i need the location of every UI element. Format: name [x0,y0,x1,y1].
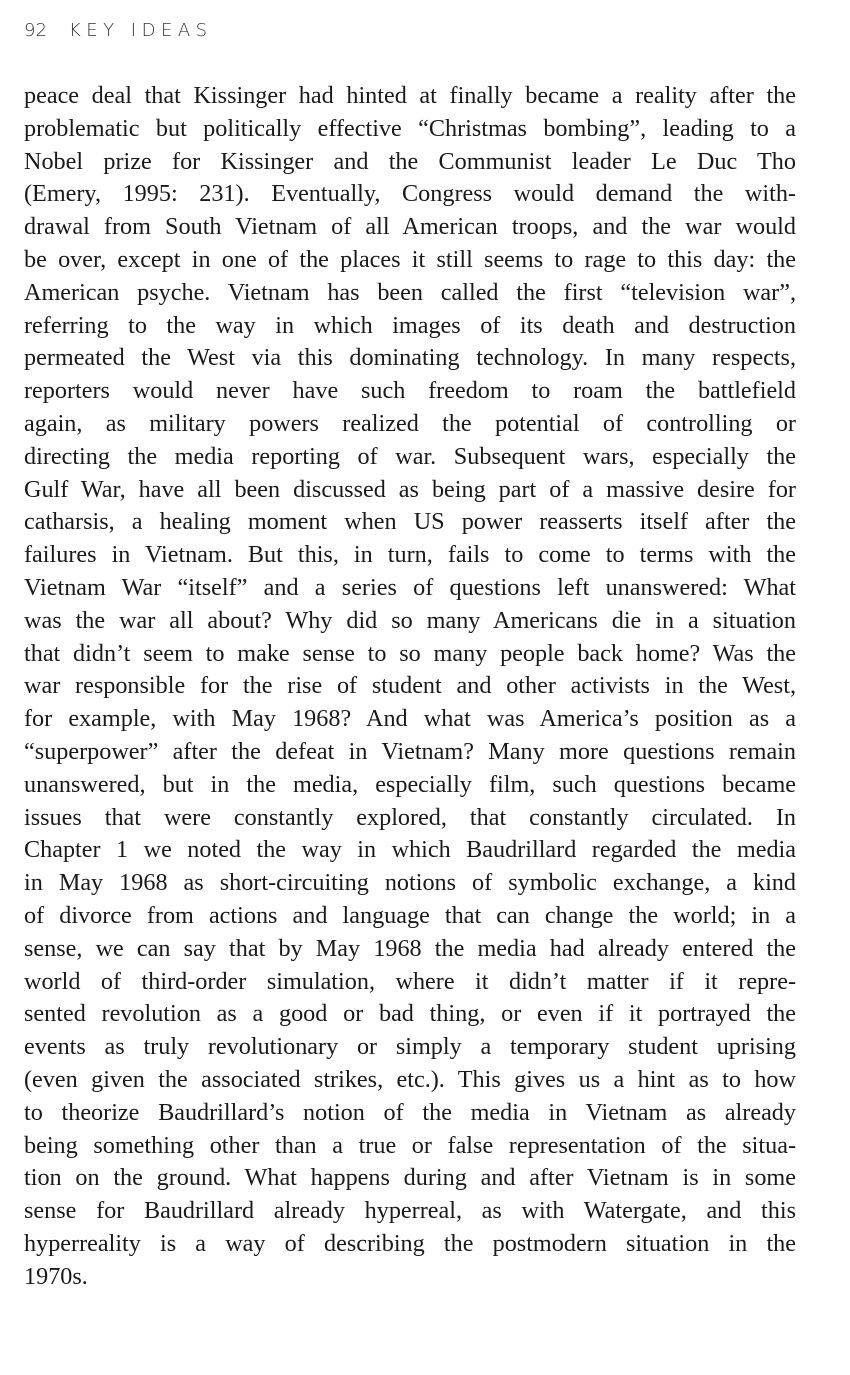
body-paragraph [24,80,796,1293]
text-line: Vietnam War “itself” and a series of questions left unanswered: What [24,573,796,601]
running-title: KEY IDEAS [68,20,213,41]
text-line: for example, with May 1968? And what was America’s position as a [24,705,796,733]
text-line: (even given the associated strikes, etc.). This gives us a hint as to how [24,1065,796,1093]
text-line: hyperreality is a way of describing the postmodern situation in the [24,1229,796,1257]
text-line: problematic but politically effective “Christmas bombing”, leading to a [24,114,796,142]
text-line: Gulf War, have all been discussed as being part of a massive desire for [24,475,796,503]
text-line: issues that were constantly explored, that constantly circulated. In [24,803,796,831]
text-line: sented revolution as a good or bad thing, or even if it portrayed the [24,1000,796,1028]
text-line: peace deal that Kissinger had hinted at finally became a reality after the [24,82,796,109]
text-line: referring to the way in which images of its death and destruction [24,311,796,339]
text-line: in May 1968 as short-circuiting notions of symbolic exchange, a kind [24,869,796,897]
text-line: again, as military powers realized the potential of controlling or [24,409,796,437]
text-line: catharsis, a healing moment when US power reasserts itself after the [24,508,796,536]
text-line: “superpower” after the defeat in Vietnam? Many more questions remain [24,737,796,765]
text-line: being something other than a true or false representation of the situa- [24,1131,796,1159]
text-line: be over, except in one of the places it still seems to rage to this day: the [24,245,796,273]
text-line: sense for Baudrillard already hyperreal, as with Watergate, and this [24,1197,796,1225]
text-line: drawal from South Vietnam of all American troops, and the war would [24,213,796,241]
text-line: events as truly revolutionary or simply a temporary student uprising [24,1033,796,1061]
text-line: American psyche. Vietnam has been called the first “television war”, [24,278,796,306]
text-line: world of third-order simulation, where it didn’t matter if it repre- [24,967,796,995]
text-line: failures in Vietnam. But this, in turn, fails to come to terms with the [24,541,796,569]
text-line: to theorize Baudrillard’s notion of the media in Vietnam as already [24,1098,796,1126]
text-line: reporters would never have such freedom to roam the battlefield [24,377,796,405]
text-line: of divorce from actions and language that can change the world; in a [24,901,796,929]
text-line: was the war all about? Why did so many Americans die in a situation [24,606,796,634]
text-line: tion on the ground. What happens during and after Vietnam is in some [24,1164,796,1192]
text-line: sense, we can say that by May 1968 the media had already entered the [24,934,796,962]
text-line: war responsible for the rise of student and other activists in the West, [24,672,796,700]
text-line: Nobel prize for Kissinger and the Communist leader Le Duc Tho [24,147,796,175]
text-line: 1970s. [24,1262,88,1290]
text-line: unanswered, but in the media, especially film, such questions became [24,770,796,798]
text-line: that didn’t seem to make sense to so many people back home? Was the [24,639,796,667]
text-line: permeated the West via this dominating technology. In many respects, [24,344,796,372]
text-line: Chapter 1 we noted the way in which Baudrillard regarded the media [24,836,796,864]
page-number: 92 [24,20,47,41]
running-header [24,20,213,41]
text-line: directing the media reporting of war. Subsequent wars, especially the [24,442,796,470]
text-line: (Emery, 1995: 231). Eventually, Congress would demand the with- [24,180,796,208]
